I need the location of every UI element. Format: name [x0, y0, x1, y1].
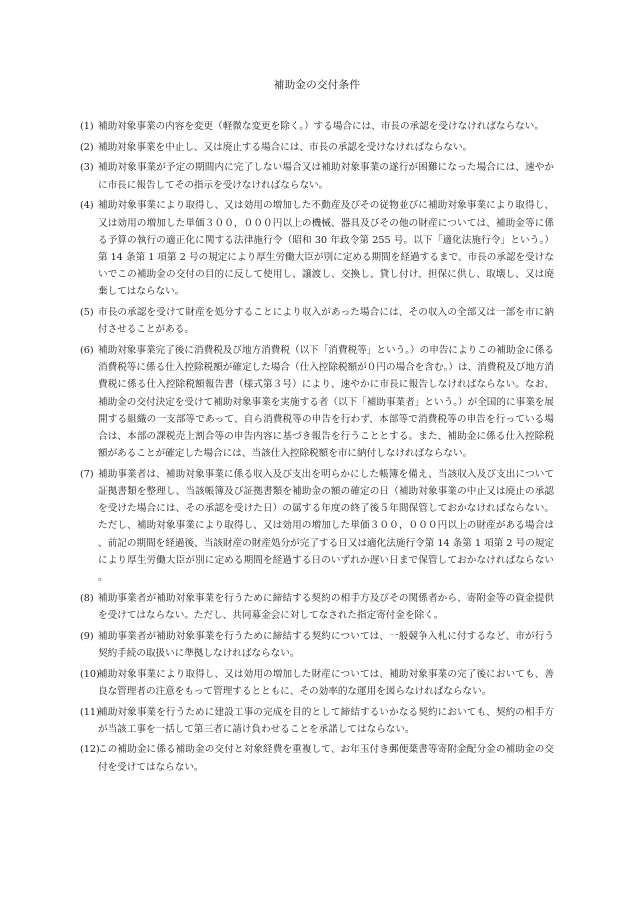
- condition-item-4: [80, 197, 554, 300]
- condition-text: この補助金に係る補助金の交付と対象経費を重複して、お年玉付き郵便葉書等寄附金配分金の補助金の交付を受けてはならない。: [98, 744, 554, 773]
- condition-text: 補助対象事業完了後に消費税及び地方消費税（以下「消費税等」という。）の申告によりこの補助金に係る消費税等に係る仕入控除税額が確定した場合（仕入控除税額が０円の場合を含む。）は、消費税及び地方消費税に係る仕入控除税額報告書（様式第３号）により、速やかに市長に報告しなければならない。なお、補助金の交付決定を受けて補助対象事業を実施する者（以下「補助事業者」という。）が全国的に事業を展開する組織の一支部等であって、自ら消費税等の申告を行わず、本部等で消費税等の申告を行っている場合は、本部の課税売上割合等の申告内容に基づき報告を行うこととする。また、補助金に係る仕入控除税額があることが確定した場合には、当該仕入控除税額を市に納付しなければならない。: [98, 344, 554, 460]
- condition-text: 補助事業者が補助対象事業を行うために締結する契約については、一般競争入札に付するなど、市が行う契約手続の取扱いに準拠しなければならない。: [98, 630, 554, 659]
- condition-item-7: [80, 466, 554, 586]
- condition-number: (3): [80, 162, 94, 174]
- condition-text: 補助対象事業の内容を変更（軽微な変更を除く。）する場合には、市長の承認を受けなければならない。: [98, 121, 544, 132]
- condition-number: (10): [80, 668, 100, 680]
- condition-text: 市長の承認を受けて財産を処分することにより収入があった場合には、その収入の全部又は一部を市に納付させることがある。: [98, 307, 554, 336]
- condition-item-1: [80, 118, 554, 135]
- condition-item-8: [80, 590, 554, 624]
- condition-item-6: [80, 342, 554, 462]
- condition-item-12: [80, 741, 554, 775]
- condition-item-5: [80, 304, 554, 338]
- condition-number: (6): [80, 344, 94, 356]
- condition-item-3: [80, 159, 554, 193]
- condition-number: (5): [80, 307, 94, 319]
- condition-item-9: [80, 628, 554, 662]
- condition-text: 補助対象事業を行うために建設工事の完成を目的として締結するいかなる契約においても、契約の相手方が当該工事を一括して第三者に請け負わせることを承諾してはならない。: [98, 706, 554, 735]
- condition-item-10: [80, 666, 554, 700]
- condition-text: 補助事業者が補助対象事業を行うために締結する契約の相手方及びその関係者から、寄附金等の資金提供を受けてはならない。ただし、共同募金会に対してなされた指定寄付金を除く。: [98, 592, 554, 621]
- condition-number: (4): [80, 200, 94, 212]
- condition-number: (9): [80, 630, 94, 642]
- conditions-list: [80, 118, 554, 776]
- condition-text: 補助対象事業が予定の期間内に完了しない場合又は補助対象事業の遂行が困難になった場合には、速やかに市長に報告してその指示を受けなければならない。: [98, 162, 554, 191]
- condition-item-11: [80, 704, 554, 738]
- condition-number: (2): [80, 141, 94, 153]
- condition-text: 補助対象事業により取得し、又は効用の増加した不動産及びその従物並びに補助対象事業により取得し、又は効用の増加した単価３００，０００円以上の機械、器具及びその他の財産については、補助金等に係る予算の執行の適正化に関する法律施行令（昭和 30 年政令第 255 号。以下「適化法施行令」という。）第 14 条第 1 項第 2 号の規定により厚生労働大臣が別に定める期間を経過するまで、市長の承認を受けないでこの補助金の交付の目的に反して使用し、譲渡し、交換し、貸し付け、担保に供し、取壊し、又は廃棄してはならない。: [98, 200, 554, 298]
- condition-item-2: [80, 139, 554, 156]
- document-title: 補助金の交付条件: [273, 79, 361, 91]
- condition-number: (7): [80, 468, 94, 480]
- condition-number: (12): [80, 744, 100, 756]
- condition-text: 補助事業者は、補助対象事業に係る収入及び支出を明らかにした帳簿を備え、当該収入及び支出について証拠書類を整理し、当該帳簿及び証拠書類を補助金の額の確定の日（補助対象事業の中止又は廃止の承認を受けた場合には、その承認を受けた日）の属する年度の終了後５年間保管しておかなければならない。ただし、補助対象事業により取得し、又は効用の増加した単価３００，０００円以上の財産がある場合は、前記の期間を経過後、当該財産の財産処分が完了する日又は適化法施行令第 14 条第 1 項第 2 号の規定により厚生労働大臣が別に定める期間を経過する日のいずれか遅い日まで保管しておかなければならない。: [98, 468, 554, 584]
- condition-number: (8): [80, 592, 94, 604]
- condition-text: 補助対象事業により取得し、又は効用の増加した財産については、補助対象事業の完了後においても、善良な管理者の注意をもって管理するとともに、その効率的な運用を図らなければならない。: [98, 668, 554, 697]
- condition-number: (11): [80, 706, 100, 718]
- condition-text: 補助対象事業を中止し、又は廃止する場合には、市長の承認を受けなければならない。: [98, 141, 473, 153]
- condition-number: (1): [80, 121, 94, 132]
